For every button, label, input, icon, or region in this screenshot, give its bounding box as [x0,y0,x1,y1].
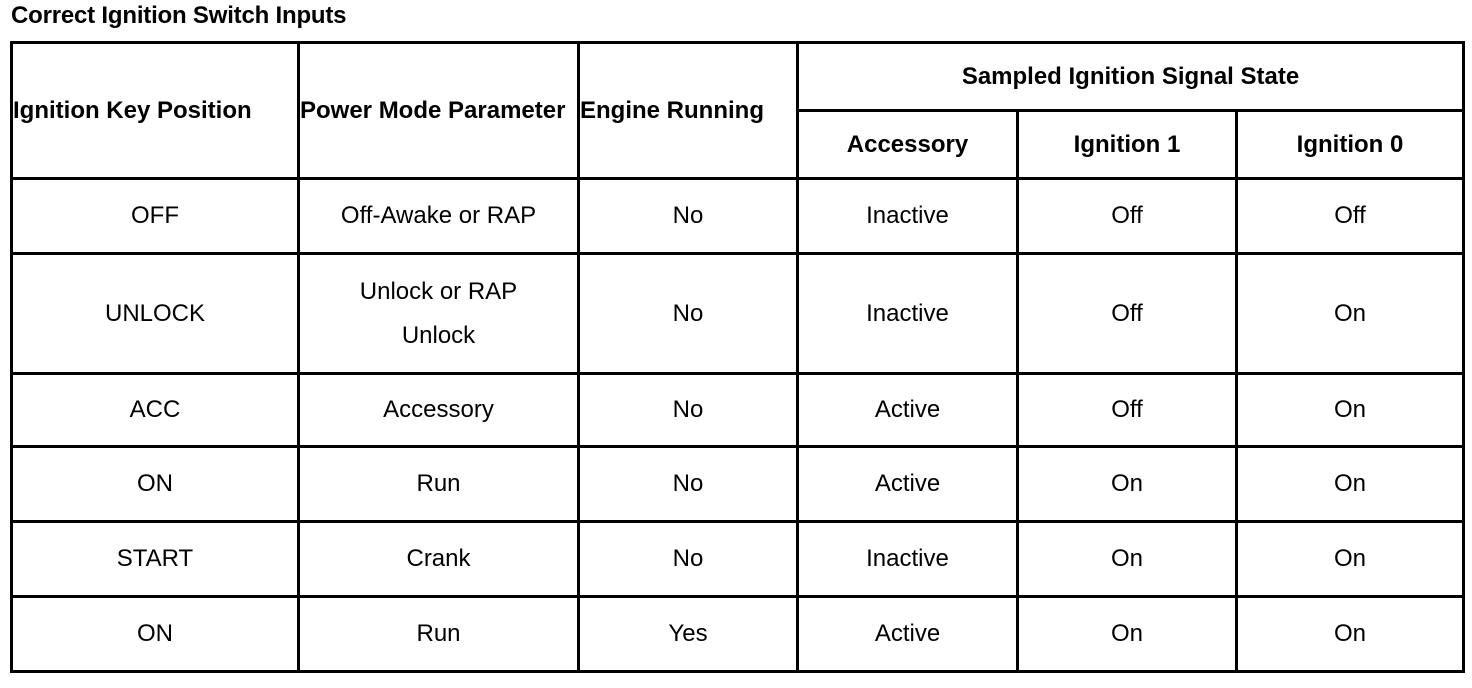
cell-power-mode: Run [299,597,579,672]
table-row [12,597,1464,672]
header-ignition-0: Ignition 0 [1237,111,1464,179]
cell-accessory: Active [798,447,1018,522]
table-row [12,447,1464,522]
cell-ignition-1: On [1018,522,1237,597]
cell-accessory: Active [798,597,1018,672]
cell-accessory: Active [798,374,1018,447]
header-power-mode-parameter: Power Mode Parameter [299,43,579,179]
cell-power-mode: Accessory [299,374,579,447]
cell-accessory: Inactive [798,179,1018,254]
cell-accessory: Inactive [798,522,1018,597]
cell-ignition-0: On [1237,374,1464,447]
table-row [12,522,1464,597]
cell-key-position: START [12,522,299,597]
cell-ignition-1: Off [1018,374,1237,447]
header-engine-running: Engine Running [579,43,798,179]
cell-power-mode: Run [299,447,579,522]
cell-ignition-0: On [1237,447,1464,522]
table-title: Correct Ignition Switch Inputs [11,2,347,29]
cell-ignition-0: On [1237,597,1464,672]
cell-power-mode: Crank [299,522,579,597]
cell-ignition-0: On [1237,254,1464,374]
cell-power-mode: Off-Awake or RAP [299,179,579,254]
ignition-switch-table [10,41,1465,673]
header-row-1 [12,43,1464,111]
cell-key-position: ON [12,597,299,672]
table-row [12,374,1464,447]
cell-key-position: ON [12,447,299,522]
cell-engine-running: No [579,254,798,374]
cell-key-position: ACC [12,374,299,447]
cell-ignition-0: Off [1237,179,1464,254]
cell-ignition-1: Off [1018,254,1237,374]
cell-engine-running: No [579,522,798,597]
header-sampled-ignition-signal-state: Sampled Ignition Signal State [798,43,1464,111]
header-accessory: Accessory [798,111,1018,179]
cell-ignition-0: On [1237,522,1464,597]
cell-accessory: Inactive [798,254,1018,374]
cell-ignition-1: Off [1018,179,1237,254]
cell-engine-running: No [579,179,798,254]
cell-power-mode [299,254,579,374]
table-row [12,179,1464,254]
cell-engine-running: No [579,374,798,447]
cell-ignition-1: On [1018,597,1237,672]
header-ignition-key-position: Ignition Key Position [12,43,299,179]
cell-key-position: UNLOCK [12,254,299,374]
table-row [12,254,1464,374]
cell-key-position: OFF [12,179,299,254]
cell-engine-running: No [579,447,798,522]
header-ignition-1: Ignition 1 [1018,111,1237,179]
cell-engine-running: Yes [579,597,798,672]
cell-ignition-1: On [1018,447,1237,522]
cell-power-mode-text: Unlock or RAP Unlock [359,277,518,349]
